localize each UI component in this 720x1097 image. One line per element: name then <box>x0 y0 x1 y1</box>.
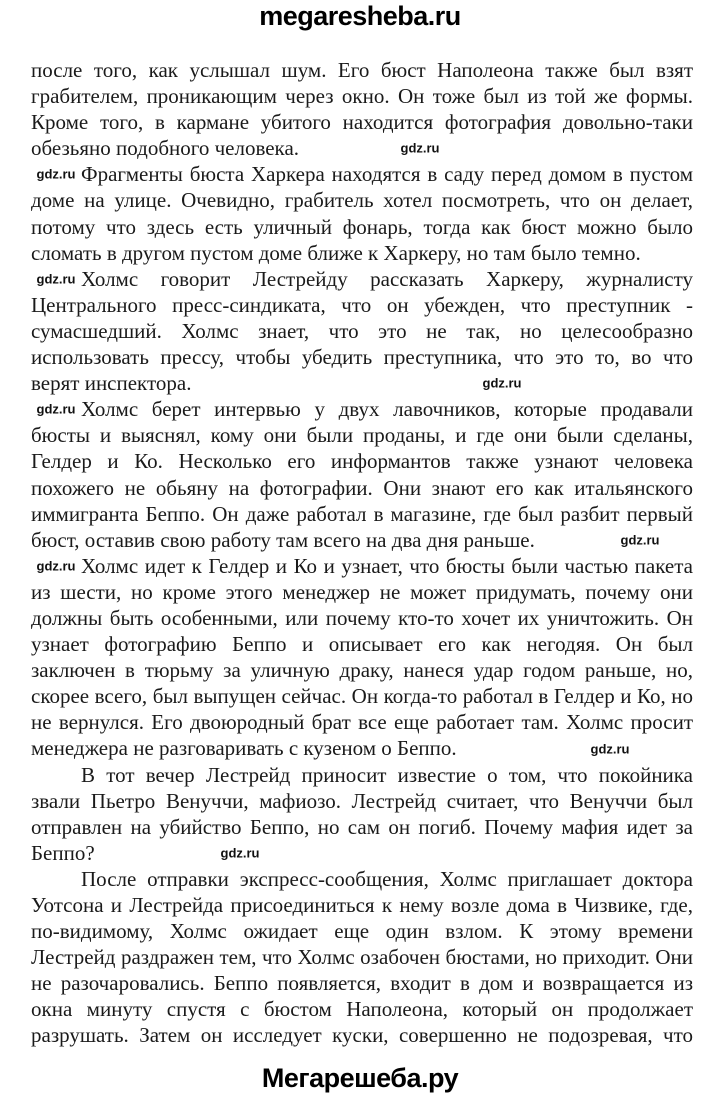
text-line-content: отправлен на убийство Беппо, но сам он погиб. Почему мафия идет за <box>31 814 693 839</box>
text-line-content: грабителем, проникающим через окно. Он тоже был из той же формы. <box>31 84 693 109</box>
text-line <box>31 292 693 318</box>
text-line-content: должны быть особенными, или почему кто-то хочет их уничтожить. Он <box>31 605 693 630</box>
text-line-content: В тот вечер Лестрейд приносит известие о том, что покойника <box>81 762 693 787</box>
text-line <box>31 605 693 631</box>
text-line <box>31 970 693 996</box>
text-line-content: иммигранта Беппо. Он даже работал в магазине, где был разбит первый <box>31 501 693 526</box>
site-footer: Мегарешеба.ру <box>261 1063 459 1093</box>
text-line-content: доме на улице. Очевидно, грабитель хотел посмотреть, что он делает, <box>31 188 693 213</box>
text-line-content: после того, как услышал шум. Его бюст Наполеона также был взят <box>31 58 693 82</box>
text-line-content: После отправки экспресс-сообщения, Холмс приглашает доктора <box>81 866 693 891</box>
text-line <box>31 344 693 370</box>
text-line <box>31 135 693 161</box>
text-line <box>31 501 693 527</box>
text-line <box>31 892 693 918</box>
text-line <box>31 631 693 657</box>
text-line <box>31 396 693 422</box>
text-line-content: Центрального пресс-синдиката, что он убежден, что преступник - <box>31 292 693 317</box>
document-body <box>31 57 693 1049</box>
text-line-content: Уотсона и Лестрейда присоединиться к нему возле дома в Чизвике, где, <box>31 893 693 917</box>
text-line <box>31 657 693 683</box>
text-line <box>31 996 693 1022</box>
text-line <box>31 83 693 109</box>
text-line-content: не вернулся. Его двоюродный брат все еще работает там. Холмс просит <box>31 710 693 735</box>
watermark: gdz.ru <box>400 140 440 156</box>
text-line-content: по-видимому, Холмс ожидает еще один взлом. К этому времени <box>31 919 693 944</box>
site-header: megaresheba.ru <box>259 1 461 31</box>
text-line-content: не разочаровались. Беппо появляется, входит в дом и возвращается из <box>31 971 693 996</box>
text-line <box>31 448 693 474</box>
text-line <box>31 683 693 709</box>
text-line <box>31 866 693 892</box>
text-line-content: Гелдер и Ко. Несколько его информантов также узнают человека <box>31 449 693 474</box>
text-line <box>31 709 693 735</box>
text-line <box>31 109 693 135</box>
paragraph <box>31 57 693 161</box>
text-line <box>31 318 693 344</box>
text-line-content: использовать прессу, чтобы убедить преступника, что это то, во что <box>31 345 693 370</box>
text-line <box>31 527 693 553</box>
watermark: gdz.ru <box>36 271 76 287</box>
text-line-content: Лестрейд раздражен тем, что Холмс озабочен бюстами, но приходит. Они <box>31 945 693 970</box>
text-line <box>31 240 693 266</box>
text-line <box>31 814 693 840</box>
text-line-content: Кроме того, в кармане убитого находится фотография довольно-таки <box>31 110 693 135</box>
text-line-content: верят инспектора. <box>31 371 192 396</box>
text-line <box>31 266 693 292</box>
watermark: gdz.ru <box>36 166 76 182</box>
text-line-content: менеджера не разговаривать с кузеном о Беппо. <box>31 736 457 761</box>
text-line <box>31 1022 693 1048</box>
text-line-content: Холмс идет к Гелдер и Ко и узнает, что бюсты были частью пакета <box>81 553 693 578</box>
text-line <box>31 475 693 501</box>
watermark: gdz.ru <box>590 741 630 757</box>
text-line <box>31 422 693 448</box>
text-line <box>31 788 693 814</box>
text-line-content: окна минуту спустя с бюстом Наполеона, который он продолжает <box>31 997 693 1022</box>
watermark: gdz.ru <box>36 558 76 574</box>
text-line <box>31 553 693 579</box>
text-line <box>31 187 693 213</box>
text-line <box>31 918 693 944</box>
text-line-content: Фрагменты бюста Харкера находятся в саду перед домом в пустом <box>81 162 693 187</box>
text-line <box>31 944 693 970</box>
text-line-content: сумасшедший. Холмс знает, что это не так, но целесообразно <box>31 318 693 343</box>
text-line-content: Беппо? <box>31 840 95 865</box>
watermark: gdz.ru <box>220 845 260 861</box>
paragraph <box>31 762 693 866</box>
paragraph <box>31 553 693 762</box>
watermark: gdz.ru <box>36 401 76 417</box>
text-line-content: потому что здесь есть уличный фонарь, тогда как бюст можно было <box>31 214 693 239</box>
text-line-content: скорее всего, был выпущен сейчас. Он когда-то работал в Гелдер и Ко, но <box>31 684 693 709</box>
text-line-content: звали Пьетро Венуччи, мафиозо. Лестрейд считает, что Венуччи был <box>31 788 693 813</box>
text-line-content: из шести, но кроме этого менеджер не может придумать, почему они <box>31 579 693 604</box>
text-line <box>31 161 693 187</box>
text-line <box>31 214 693 240</box>
paragraph <box>31 161 693 265</box>
text-line <box>31 370 693 396</box>
text-line <box>31 840 693 866</box>
paragraph <box>31 866 693 1049</box>
watermark: gdz.ru <box>482 375 522 391</box>
text-line-content: сломать в другом пустом доме ближе к Харкеру, но там было темно. <box>31 240 641 265</box>
text-line-content: Холмс берет интервью у двух лавочников, которые продавали <box>81 397 693 422</box>
text-line <box>31 57 693 83</box>
paragraph <box>31 266 693 396</box>
paragraph <box>31 396 693 553</box>
text-line-content: бюст, оставив свою работу там всего на два дня раньше. <box>31 527 535 552</box>
text-line-content: разрушать. Затем он исследует куски, совершенно не подозревая, что <box>31 1023 693 1048</box>
text-line-content: обезьяно подобного человека. <box>31 136 300 161</box>
text-line <box>31 579 693 605</box>
text-line <box>31 762 693 788</box>
watermark: gdz.ru <box>620 532 660 548</box>
text-line-content: узнает фотографию Беппо и описывает его как негодяя. Он был <box>31 632 693 657</box>
text-line-content: похожего не обьяну на фотографии. Они знают его как итальянского <box>31 475 693 500</box>
text-line-content: бюсты и выяснял, кому они были проданы, и где они были сделаны, <box>31 423 693 448</box>
text-line-content: заключен в тюрьму за уличную драку, нанеся удар годом раньше, но, <box>31 658 693 683</box>
text-line-content: Холмс говорит Лестрейду рассказать Харкеру, журналисту <box>81 266 693 291</box>
